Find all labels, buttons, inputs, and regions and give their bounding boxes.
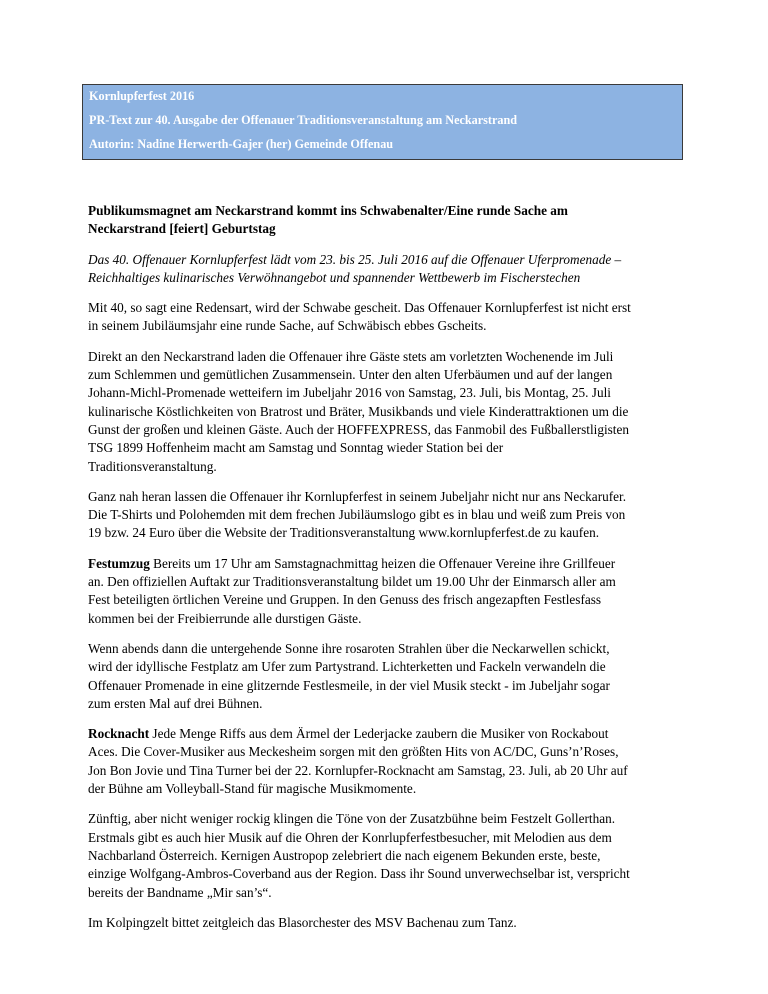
- paragraph-line: kulinarische Köstlichkeiten von Bratrost und Bräter, Musikbands und viele Kinderattraktionen um die: [88, 403, 629, 419]
- paragraph-line: zum ersten Mal auf drei Bühnen.: [88, 695, 263, 711]
- paragraph-line: bereits der Bandname „Mir san’s“.: [88, 884, 272, 900]
- paragraph-festumzug: [88, 555, 688, 628]
- header-author: Autorin: Nadine Herwerth-Gajer (her) Gemeinde Offenau: [89, 137, 394, 151]
- paragraph-line-text: Jede Menge Riffs aus dem Ärmel der Lederjacke zaubern die Musiker von Rockabout: [149, 726, 609, 742]
- paragraph-intro: [88, 299, 688, 336]
- paragraph-line: wird der idyllische Festplatz am Ufer zum Partystrand. Lichterketten und Fackeln verwandeln die: [88, 659, 606, 675]
- subhead-line: Reichhaltiges kulinarisches Verwöhnangebot und spannender Wettbewerb im Fischerstechen: [88, 269, 581, 285]
- paragraph-kolping: [88, 914, 688, 932]
- paragraph-line: [88, 555, 688, 573]
- paragraph-line: kommen bei der Freibierrunde alle durstigen Gäste.: [88, 610, 362, 626]
- paragraph-line: TSG 1899 Hoffenheim macht am Samstag und Sonntag wieder Station bei der: [88, 440, 504, 456]
- paragraph-line: Gunst der großen und kleinen Gäste. Auch der HOFFEXPRESS, das Fanmobil des Fußballerstligisten: [88, 421, 629, 437]
- header-box: [82, 84, 683, 160]
- paragraph-line: Fest beteiligten örtlichen Vereine und Gruppen. In den Genuss des frisch angezapften Festlesfass: [88, 592, 602, 608]
- paragraph-line: in seinem Jubiläumsjahr eine runde Sache, auf Schwäbisch ebbes Gscheits.: [88, 318, 487, 334]
- paragraph-line: Direkt an den Neckarstrand laden die Offenauer ihre Gäste stets am vorletzten Wochenende im Juli: [88, 348, 614, 364]
- paragraph-line: [88, 725, 688, 743]
- paragraph-line: Ganz nah heran lassen die Offenauer ihr Kornlupferfest in seinem Jubeljahr nicht nur ans Neckarufer.: [88, 488, 627, 504]
- headline-line: Publikumsmagnet am Neckarstrand kommt ins Schwabenalter/Eine runde Sache am: [88, 203, 568, 218]
- paragraph-location: [88, 348, 688, 476]
- paragraph-line: Die T-Shirts und Polohemden mit dem frechen Jubiläumslogo gibt es in blau und weiß zum Preis von: [88, 507, 626, 523]
- paragraph-line: Offenauer Promenade in eine glitzernde Festlesmeile, in der viel Musik steckt - im Jubeljahr sogar: [88, 677, 610, 693]
- paragraph-evening: [88, 640, 688, 713]
- article-body: [88, 202, 688, 944]
- paragraph-line: Aces. Die Cover-Musiker aus Meckesheim sorgen mit den größten Hits von AC/DC, Guns’n’Roses,: [88, 744, 619, 760]
- header-title: Kornlupferfest 2016: [89, 89, 195, 103]
- paragraph-line: Zünftig, aber nicht weniger rockig klingen die Töne von der Zusatzbühne beim Festzelt Gollerthan.: [88, 811, 616, 827]
- paragraph-line: Nachbarland Österreich. Kernigen Austropop zelebriert die nach eigenem Bekunden erste, beste,: [88, 847, 601, 863]
- paragraph-line: zum Schlemmen und gemütlichen Zusammensein. Unter den alten Uferbäumen und auf der langen: [88, 367, 613, 383]
- paragraph-line: Traditionsveranstaltung.: [88, 458, 217, 474]
- paragraph-line: Mit 40, so sagt eine Redensart, wird der Schwabe gescheit. Das Offenauer Kornlupferfest ist nicht erst: [88, 300, 631, 316]
- header-subtitle: PR-Text zur 40. Ausgabe der Offenauer Traditionsveranstaltung am Neckarstrand: [89, 113, 518, 127]
- paragraph-line: Jon Bon Jovie und Tina Turner bei der 22. Kornlupfer-Rocknacht am Samstag, 23. Juli, ab 20 Uhr auf: [88, 762, 628, 778]
- paragraph-line: Im Kolpingzelt bittet zeitgleich das Blasorchester des MSV Bachenau zum Tanz.: [88, 914, 517, 930]
- section-lead-rocknacht: Rocknacht: [88, 726, 150, 742]
- paragraph-line: Erstmals gibt es auch hier Musik auf die Ohren der Konrlupferfestbesucher, mit Melodien aus dem: [88, 829, 612, 845]
- section-lead-festumzug: Festumzug: [88, 555, 150, 571]
- paragraph-line: 19 bzw. 24 Euro über die Website der Traditionsveranstaltung www.kornlupferfest.de zu kaufen.: [88, 525, 600, 541]
- subhead-line: Das 40. Offenauer Kornlupferfest lädt vom 23. bis 25. Juli 2016 auf die Offenauer Uferpromenade –: [88, 251, 622, 267]
- paragraph-merchandise: [88, 488, 688, 543]
- paragraph-line-text: Bereits um 17 Uhr am Samstagnachmittag heizen die Offenauer Vereine ihre Grillfeuer: [149, 555, 616, 571]
- paragraph-austropop: [88, 810, 688, 901]
- paragraph-line: einzige Wolfgang-Ambros-Coverband aus der Region. Dass ihr Sound unverwechselbar ist, verspricht: [88, 866, 630, 882]
- headline-line: Neckarstrand [feiert] Geburtstag: [88, 221, 276, 237]
- paragraph-line: Wenn abends dann die untergehende Sonne ihre rosaroten Strahlen über die Neckarwellen schickt,: [88, 640, 610, 656]
- article-subheadline: [88, 251, 688, 288]
- paragraph-line: an. Den offiziellen Auftakt zur Traditionsveranstaltung bildet um 19.00 Uhr der Einmarsch aller am: [88, 574, 616, 590]
- paragraph-line: der Bühne am Volleyball-Stand für magische Musikmomente.: [88, 781, 417, 797]
- article-headline: [88, 202, 688, 239]
- paragraph-line: Johann-Michl-Promenade wetteifern im Jubeljahr 2016 von Samstag, 23. Juli, bis Montag, 25. Juli: [88, 385, 611, 401]
- paragraph-rocknacht: [88, 725, 688, 798]
